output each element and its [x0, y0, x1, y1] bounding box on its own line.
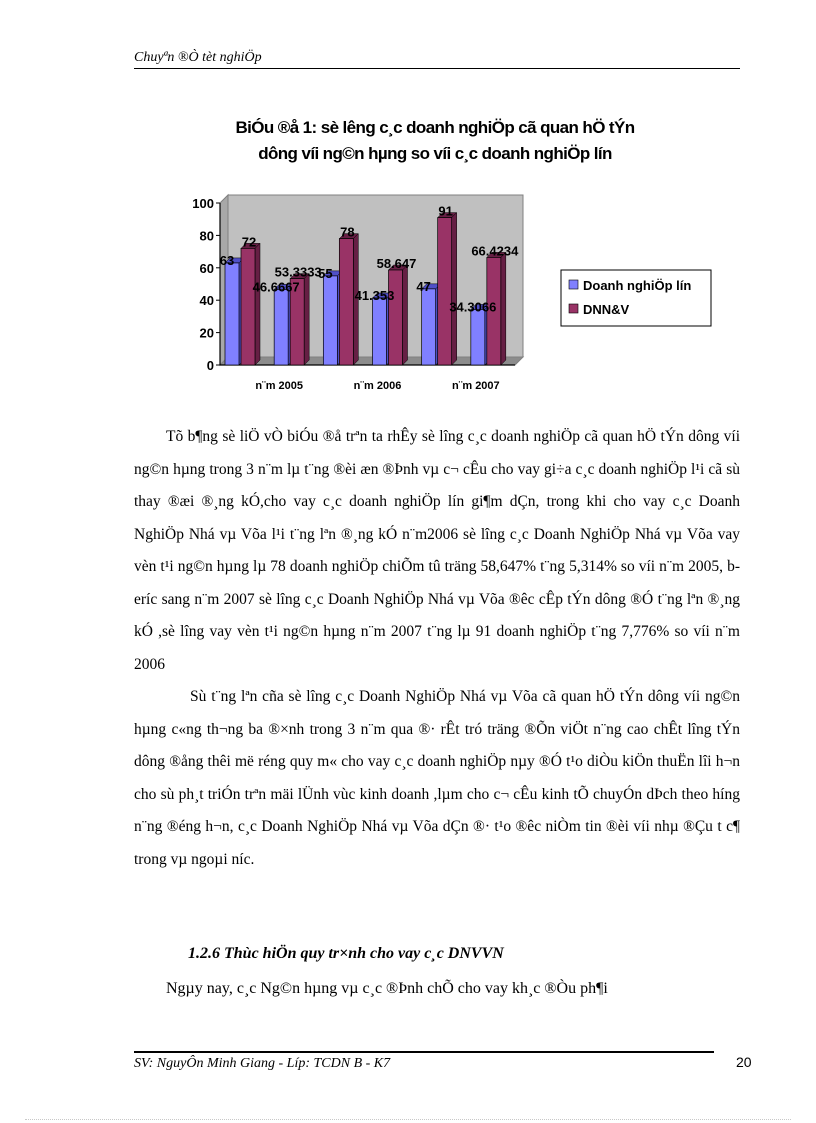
bar-chart — [178, 188, 738, 398]
y-tick-label: 20 — [199, 325, 214, 341]
paragraph-2: Sù t¨ng lªn cña sè lîng c¸c Doanh NghiÖp Nhá vµ Võa cã quan hÖ tÝn dông víi ng©n hµng c«ng th¬ng ba ®×nh trong 3 n¨m qua ®· rÊt tró träng ®Õn viÖt n¨ng cao chÊt lîng tÝn dông ®ång thêi më réng quy m« cho vay c¸c doanh nghiÖp nµy ®Ó t¹o diÒu kiÖn thuËn lîi h¬n cho sù ph¸t triÓn trªn mäi lÜnh vùc kinh doanh ,lµm cho c¬ cÊu kinh tÕ chuyÓn dÞch theo híng n¨ng ®éng h¬n, c¸c Doanh NghiÖp Nhá vµ Võa dÇn ®· t¹o ®êc niÒm tin ®èi víi nhµ ®Çu t c¶ trong vµ ngoµi níc. — [134, 688, 740, 868]
bar-side — [255, 243, 260, 365]
x-tick-label: n¨m 2005 — [255, 380, 304, 392]
paragraph-1: Tõ b¶ng sè liÖ vÒ biÓu ®å trªn ta rhÊy sè lîng c¸c doanh nghiÖp cã quan hÖ tÝn dông víi ng©n hµng trong 3 n¨m lµ t¨ng ®èi æn ®Þnh vµ c¬ cÊu cho vay gi÷a c¸c doanh nghiÖp l¹i cã sù thay ®æi ®¸ng kÓ,cho vay c¸c doanh nghiÖp lín gi¶m dÇn, trong khi cho vay c¸c Doanh NghiÖp Nhá vµ Võa l¹i t¨ng lªn ®¸ng kÓ n¨m2006 sè lîng c¸c Doanh NghiÖp Nhá vµ Võa vay vèn t¹i ng©n hµng lµ 78 doanh nghiÖp chiÕm tû träng 58,647% t¨ng 5,314% so víi n¨m 2005, beríc sang n¨m 2007 sè lîng c¸c Doanh NghiÖp Nhá vµ Võa ®êc cÊp tÝn dông ®Ó t¨ng lªn ®¸ng kÓ ,sè lîng vay vèn t¹i ng©n hµng n¨m 2007 t¨ng lµ 91 doanh nghiÖp t¨ng 7,776% so víi n¨m 2006 — [134, 428, 740, 673]
bar — [323, 276, 337, 365]
data-label: 47 — [416, 278, 431, 294]
data-label: 72 — [241, 234, 257, 250]
bar — [422, 289, 436, 365]
bar — [241, 248, 255, 365]
bar-side — [304, 274, 309, 365]
page-header: Chuyªn ®Ò tèt nghiÖp — [134, 50, 262, 65]
legend-label: DNN&V — [583, 302, 630, 317]
data-label: 78 — [340, 224, 355, 240]
bar — [274, 289, 288, 365]
y-tick-label: 0 — [206, 358, 214, 373]
data-label: 34.3066 — [449, 299, 497, 315]
chart-title — [150, 115, 720, 167]
page-break-line — [25, 1119, 791, 1120]
data-label: 91 — [438, 203, 453, 219]
data-label: 41.353 — [354, 288, 395, 304]
footer-rule — [134, 1051, 714, 1053]
y-tick-label: 40 — [199, 293, 214, 309]
data-label: 53.3333 — [274, 264, 322, 280]
y-tick-label: 80 — [199, 228, 214, 244]
data-label: 58.647 — [376, 255, 417, 271]
legend-swatch — [569, 304, 578, 313]
section-heading: 1.2.6 Thùc hiÖn quy tr×nh cho vay c¸c DNVVN — [188, 945, 504, 962]
body-text — [134, 421, 740, 876]
bar-side — [403, 265, 408, 365]
bar — [373, 298, 387, 365]
chart-title-line-1: BiÓu ®å 1: sè lêng c¸c doanh nghiÖp cã quan hÖ tÝn — [235, 118, 635, 137]
bar — [389, 270, 403, 365]
data-label: 66.4234 — [471, 243, 519, 259]
bar-side — [501, 252, 506, 365]
bar — [225, 263, 239, 365]
data-label: 55 — [318, 265, 333, 281]
bar-side — [452, 213, 457, 365]
bar — [471, 309, 485, 365]
legend-label: Doanh nghiÖp lín — [583, 278, 692, 293]
page-footer: SV: NguyÔn Minh Giang - Líp: TCDN B - K7 — [134, 1056, 391, 1071]
x-tick-label: n¨m 2006 — [353, 380, 402, 392]
paragraph-3-start: Ngµy nay, c¸c Ng©n hµng vµ c¸c ®Þnh chÕ cho vay kh¸c ®Òu ph¶i — [166, 980, 608, 997]
chart-title-line-2: dông víi ng©n hµng so víi c¸c doanh nghiÖp lín — [258, 144, 612, 163]
y-tick-label: 100 — [192, 196, 214, 211]
data-label: 46.6667 — [252, 279, 300, 295]
page-number: 20 — [736, 1054, 752, 1070]
header-rule — [134, 68, 740, 69]
legend-swatch — [569, 280, 578, 289]
x-tick-label: n¨m 2007 — [451, 380, 500, 392]
y-tick-label: 60 — [199, 260, 214, 276]
bar — [339, 239, 353, 365]
data-label: 63 — [219, 252, 235, 268]
bar — [438, 218, 452, 365]
